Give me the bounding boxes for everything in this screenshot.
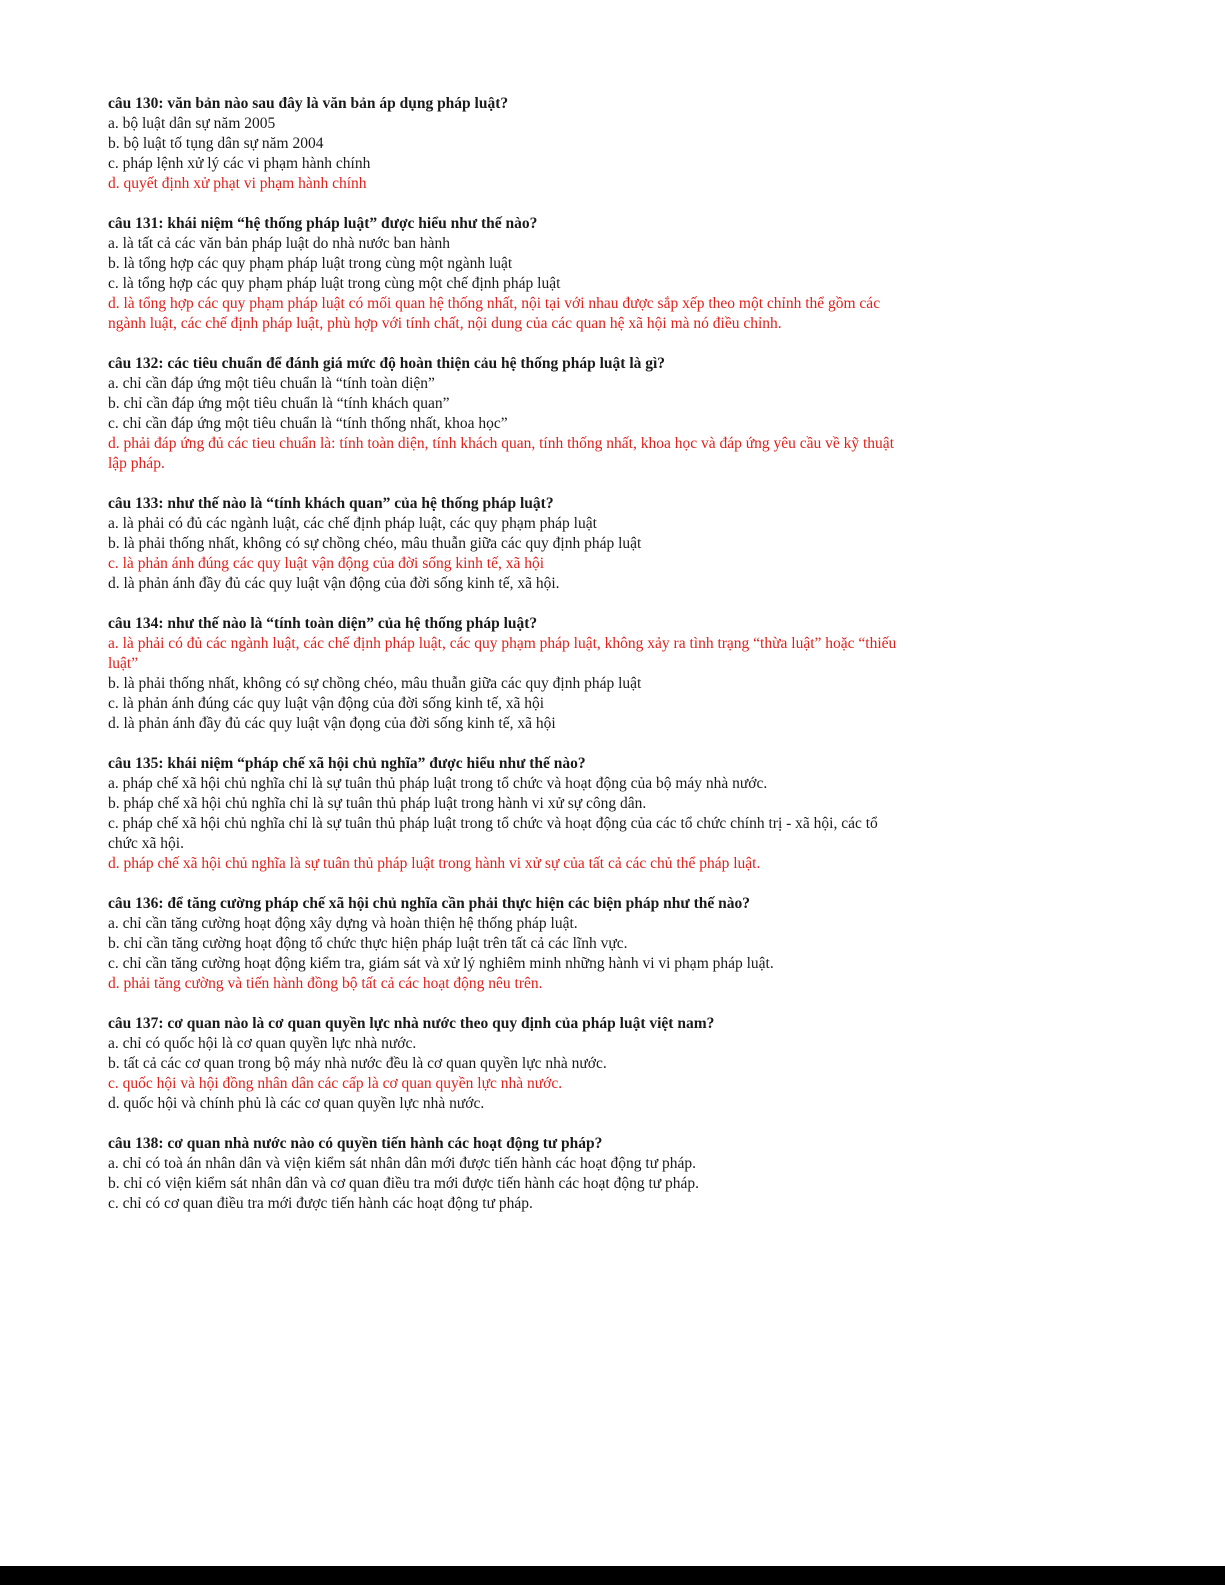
answer-option: a. chỉ cần tăng cường hoạt động xây dựng và hoàn thiện hệ thống pháp luật.: [108, 915, 578, 932]
correct-answer-option: d. là tổng hợp các quy phạm pháp luật có mối quan hệ thống nhất, nội tại với nhau được sắp xếp theo một chỉnh thể gồm các ngành luật, các chế định pháp luật, phù hợp với tính chất, nội dung của các quan hệ xã hội mà nó điều chỉnh.: [108, 295, 881, 332]
answer-option: c. là phản ánh đúng các quy luật vận động của đời sống kinh tế, xã hội: [108, 695, 545, 712]
correct-answer-option: c. là phản ánh đúng các quy luật vận động của đời sống kinh tế, xã hội: [108, 555, 545, 572]
answer-option: b. pháp chế xã hội chủ nghĩa chỉ là sự tuân thủ pháp luật trong hành vi xử sự công dân.: [108, 795, 647, 812]
question-133: [108, 494, 908, 594]
correct-answer-option: d. phải tăng cường và tiến hành đồng bộ tất cả các hoạt động nêu trên.: [108, 975, 543, 992]
answer-option: a. là tất cả các văn bản pháp luật do nhà nước ban hành: [108, 235, 450, 252]
answer-option: b. chỉ cần tăng cường hoạt động tổ chức thực hiện pháp luật trên tất cả các lĩnh vực.: [108, 935, 628, 952]
answer-option: a. chỉ cần đáp ứng một tiêu chuẩn là “tính toàn diện”: [108, 375, 435, 392]
answer-option: c. chỉ cần tăng cường hoạt động kiểm tra, giám sát và xử lý nghiêm minh những hành vi vi phạm pháp luật.: [108, 955, 774, 972]
correct-answer-option: a. là phải có đủ các ngành luật, các chế định pháp luật, các quy phạm pháp luật, không xảy ra tình trạng “thừa luật” hoặc “thiếu luật”: [108, 635, 897, 672]
correct-answer-option: c. quốc hội và hội đồng nhân dân các cấp là cơ quan quyền lực nhà nước.: [108, 1075, 563, 1092]
question-130: [108, 94, 908, 194]
answer-option: d. là phản ánh đầy đủ các quy luật vận đọng của đời sống kinh tế, xã hội: [108, 715, 556, 732]
question-132: [108, 354, 908, 474]
question-title: câu 131: khái niệm “hệ thống pháp luật” được hiểu như thế nào?: [108, 215, 538, 232]
answer-option: b. là tổng hợp các quy phạm pháp luật trong cùng một ngành luật: [108, 255, 513, 272]
answer-option: c. pháp lệnh xử lý các vi phạm hành chính: [108, 155, 371, 172]
document-page: [108, 94, 908, 1234]
question-138: [108, 1134, 908, 1214]
question-137: [108, 1014, 908, 1114]
answer-option: b. chỉ cần đáp ứng một tiêu chuẩn là “tính khách quan”: [108, 395, 450, 412]
question-title: câu 138: cơ quan nhà nước nào có quyền tiến hành các hoạt động tư pháp?: [108, 1135, 603, 1152]
question-title: câu 130: văn bản nào sau đây là văn bản áp dụng pháp luật?: [108, 95, 509, 112]
answer-option: d. là phản ánh đầy đủ các quy luật vận động của đời sống kinh tế, xã hội.: [108, 575, 560, 592]
answer-option: c. là tổng hợp các quy phạm pháp luật trong cùng một chế định pháp luật: [108, 275, 561, 292]
answer-option: b. chỉ có viện kiểm sát nhân dân và cơ quan điều tra mới được tiến hành các hoạt động tư pháp.: [108, 1175, 700, 1192]
question-134: [108, 614, 908, 734]
question-title: câu 133: như thế nào là “tính khách quan” của hệ thống pháp luật?: [108, 495, 554, 512]
question-title: câu 136: để tăng cường pháp chế xã hội chủ nghĩa cần phải thực hiện các biện pháp như thế nào?: [108, 895, 750, 912]
page-bottom-border: [0, 1566, 1225, 1585]
question-title: câu 134: như thế nào là “tính toàn diện” của hệ thống pháp luật?: [108, 615, 538, 632]
answer-option: a. chỉ có quốc hội là cơ quan quyền lực nhà nước.: [108, 1035, 417, 1052]
answer-option: c. pháp chế xã hội chủ nghĩa chỉ là sự tuân thủ pháp luật trong tổ chức và hoạt động của các tổ chức chính trị - xã hội, các tổ chức xã hội.: [108, 815, 878, 852]
answer-option: b. bộ luật tố tụng dân sự năm 2004: [108, 135, 324, 152]
answer-option: a. chỉ có toà án nhân dân và viện kiểm sát nhân dân mới được tiến hành các hoạt động tư pháp.: [108, 1155, 697, 1172]
answer-option: b. tất cả các cơ quan trong bộ máy nhà nước đều là cơ quan quyền lực nhà nước.: [108, 1055, 607, 1072]
answer-option: a. bộ luật dân sự năm 2005: [108, 115, 276, 132]
answer-option: b. là phải thống nhất, không có sự chồng chéo, mâu thuẫn giữa các quy định pháp luật: [108, 675, 642, 692]
answer-option: a. pháp chế xã hội chủ nghĩa chỉ là sự tuân thủ pháp luật trong tổ chức và hoạt động của bộ máy nhà nước.: [108, 775, 768, 792]
question-title: câu 135: khái niệm “pháp chế xã hội chủ nghĩa” được hiểu như thế nào?: [108, 755, 586, 772]
correct-answer-option: d. quyết định xử phạt vi phạm hành chính: [108, 175, 367, 192]
correct-answer-option: d. phải đáp ứng đủ các tieu chuẩn là: tính toàn diện, tính khách quan, tính thống nhất, khoa học và đáp ứng yêu cầu về kỹ thuật lập pháp.: [108, 435, 894, 472]
question-136: [108, 894, 908, 994]
correct-answer-option: d. pháp chế xã hội chủ nghĩa là sự tuân thủ pháp luật trong hành vi xử sự của tất cả các chủ thể pháp luật.: [108, 855, 761, 872]
answer-option: b. là phải thống nhất, không có sự chồng chéo, mâu thuẫn giữa các quy định pháp luật: [108, 535, 642, 552]
question-135: [108, 754, 908, 874]
question-title: câu 137: cơ quan nào là cơ quan quyền lực nhà nước theo quy định của pháp luật việt nam?: [108, 1015, 715, 1032]
answer-option: d. quốc hội và chính phủ là các cơ quan quyền lực nhà nước.: [108, 1095, 485, 1112]
answer-option: c. chỉ cần đáp ứng một tiêu chuẩn là “tính thống nhất, khoa học”: [108, 415, 508, 432]
question-131: [108, 214, 908, 334]
question-title: câu 132: các tiêu chuẩn để đánh giá mức độ hoàn thiện cảu hệ thống pháp luật là gì?: [108, 355, 666, 372]
answer-option: a. là phải có đủ các ngành luật, các chế định pháp luật, các quy phạm pháp luật: [108, 515, 597, 532]
answer-option: c. chỉ có cơ quan điều tra mới được tiến hành các hoạt động tư pháp.: [108, 1195, 533, 1212]
